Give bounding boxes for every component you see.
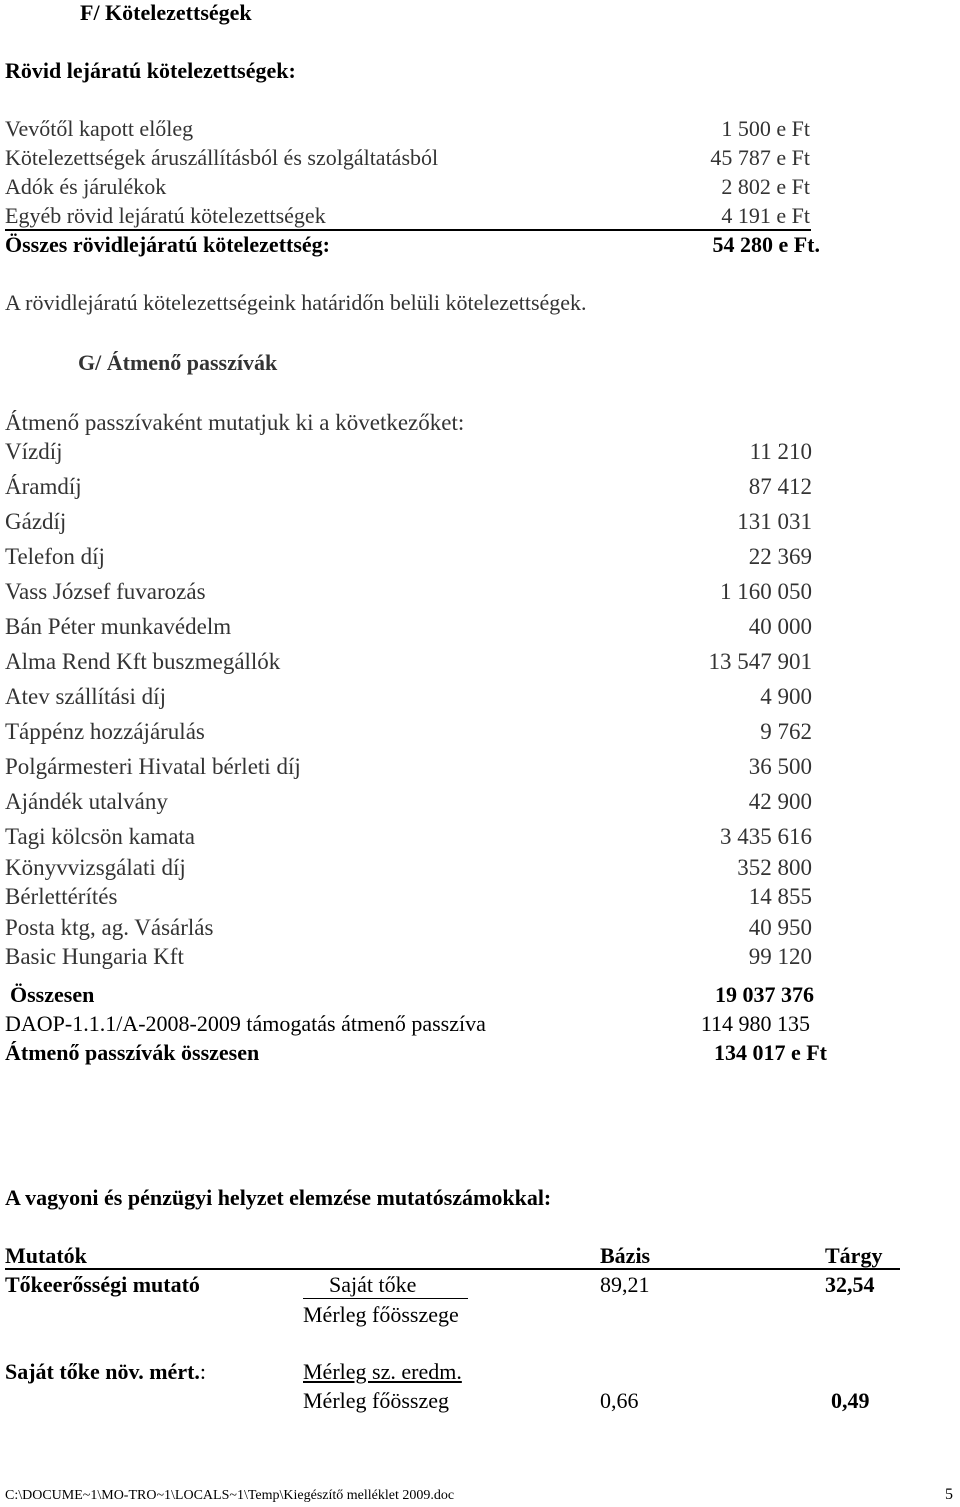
- header-rule: [5, 1268, 900, 1270]
- accrual-label: Atev szállítási díj: [5, 684, 166, 709]
- ratio-name: [5, 1359, 206, 1385]
- accrual-label: Bán Péter munkavédelm: [5, 614, 232, 639]
- page-number: 5: [945, 1486, 953, 1503]
- accrual-value: 87 412: [748, 474, 812, 499]
- liability-label: Egyéb rövid lejáratú kötelezettségek: [5, 203, 326, 228]
- section-g-heading: G/ Átmenő passzívák: [78, 350, 278, 375]
- accrual-subtotal-label: Összesen: [10, 982, 95, 1007]
- accrual-value: 11 210: [749, 439, 812, 464]
- liability-total-label: Összes rövidlejáratú kötelezettség:: [5, 232, 331, 257]
- accrual-value: 3 435 616: [720, 824, 812, 849]
- accrual-label: Polgármesteri Hivatal bérleti díj: [5, 754, 301, 779]
- liability-value: 45 787 e Ft: [710, 145, 810, 170]
- liability-value: 4 191 e Ft: [721, 203, 810, 228]
- ratio-name-text: Saját tőke növ. mért.: [5, 1359, 200, 1384]
- liability-note: A rövidlejáratú kötelezettségeink határidőn belüli kötelezettségek.: [5, 290, 587, 315]
- ratios-heading: A vagyoni és pénzügyi helyzet elemzése mutatószámokkal:: [5, 1185, 552, 1210]
- ratio-base-value: 0,66: [600, 1388, 639, 1413]
- ratio-numerator: Saját tőke: [303, 1272, 468, 1299]
- accrual-value: 40 950: [748, 915, 812, 940]
- section-f-subheading: Rövid lejáratú kötelezettségek:: [5, 58, 296, 83]
- liability-total-value: 54 280 e Ft.: [712, 232, 820, 257]
- ratio-name-suffix: :: [199, 1359, 207, 1384]
- accrual-label: Könyvvizsgálati díj: [5, 855, 186, 880]
- section-g-intro: Átmenő passzívaként mutatjuk ki a következőket:: [5, 410, 465, 435]
- column-header-targy: Tárgy: [825, 1243, 883, 1268]
- accrual-value: 131 031: [737, 509, 812, 534]
- accrual-label: Vass József fuvarozás: [5, 579, 206, 604]
- accrual-label: Tagi kölcsön kamata: [5, 824, 195, 849]
- accrual-label: Vízdíj: [5, 439, 63, 464]
- ratio-current-value: 32,54: [825, 1272, 875, 1297]
- accrual-label: Ajándék utalvány: [5, 789, 168, 814]
- ratio-denominator: Mérleg főösszeg: [303, 1388, 450, 1413]
- accrual-value: 99 120: [748, 944, 812, 969]
- liability-label: Vevőtől kapott előleg: [5, 116, 194, 141]
- ratio-numerator: Mérleg sz. eredm.: [303, 1359, 462, 1384]
- daop-value: 114 980 135: [700, 1011, 810, 1036]
- section-f-heading: F/ Kötelezettségek: [80, 0, 252, 25]
- accrual-value: 352 800: [737, 855, 812, 880]
- column-header-mutatok: Mutatók: [5, 1243, 87, 1268]
- accrual-total-value: 134 017 e Ft: [713, 1040, 827, 1065]
- accrual-value: 42 900: [748, 789, 812, 814]
- accrual-label: Áramdíj: [5, 474, 82, 499]
- accrual-total-label: Átmenő passzívák összesen: [5, 1040, 260, 1065]
- accrual-value: 14 855: [748, 884, 812, 909]
- accrual-label: Posta ktg, ag. Vásárlás: [5, 915, 214, 940]
- accrual-label: Telefon díj: [5, 544, 105, 569]
- accrual-value: 36 500: [748, 754, 812, 779]
- total-rule: [5, 229, 811, 231]
- ratio-base-value: 89,21: [600, 1272, 650, 1297]
- accrual-label: Bérlettérítés: [5, 884, 118, 909]
- accrual-value: 1 160 050: [720, 579, 812, 604]
- accrual-subtotal-value: 19 037 376: [715, 982, 814, 1007]
- accrual-label: Táppénz hozzájárulás: [5, 719, 205, 744]
- accrual-value: 40 000: [748, 614, 812, 639]
- accrual-label: Alma Rend Kft buszmegállók: [5, 649, 281, 674]
- accrual-label: Basic Hungaria Kft: [5, 944, 184, 969]
- accrual-value: 13 547 901: [708, 649, 812, 674]
- ratio-name: Tőkeerősségi mutató: [5, 1272, 200, 1297]
- liability-label: Adók és járulékok: [5, 174, 167, 199]
- liability-value: 1 500 e Ft: [721, 116, 810, 141]
- liability-label: Kötelezettségek áruszállításból és szolgáltatásból: [5, 145, 439, 170]
- accrual-label: Gázdíj: [5, 509, 67, 534]
- accrual-value: 22 369: [748, 544, 812, 569]
- ratio-current-value: 0,49: [831, 1388, 870, 1413]
- column-header-bazis: Bázis: [600, 1243, 651, 1268]
- daop-label: DAOP-1.1.1/A-2008-2009 támogatás átmenő passzíva: [5, 1011, 486, 1036]
- accrual-value: 9 762: [760, 719, 812, 744]
- accrual-value: 4 900: [760, 684, 812, 709]
- liability-value: 2 802 e Ft: [721, 174, 810, 199]
- footer-path: C:\DOCUME~1\MO-TRO~1\LOCALS~1\Temp\Kiegészítő melléklet 2009.doc: [5, 1488, 455, 1503]
- ratio-denominator: Mérleg főösszege: [303, 1302, 459, 1327]
